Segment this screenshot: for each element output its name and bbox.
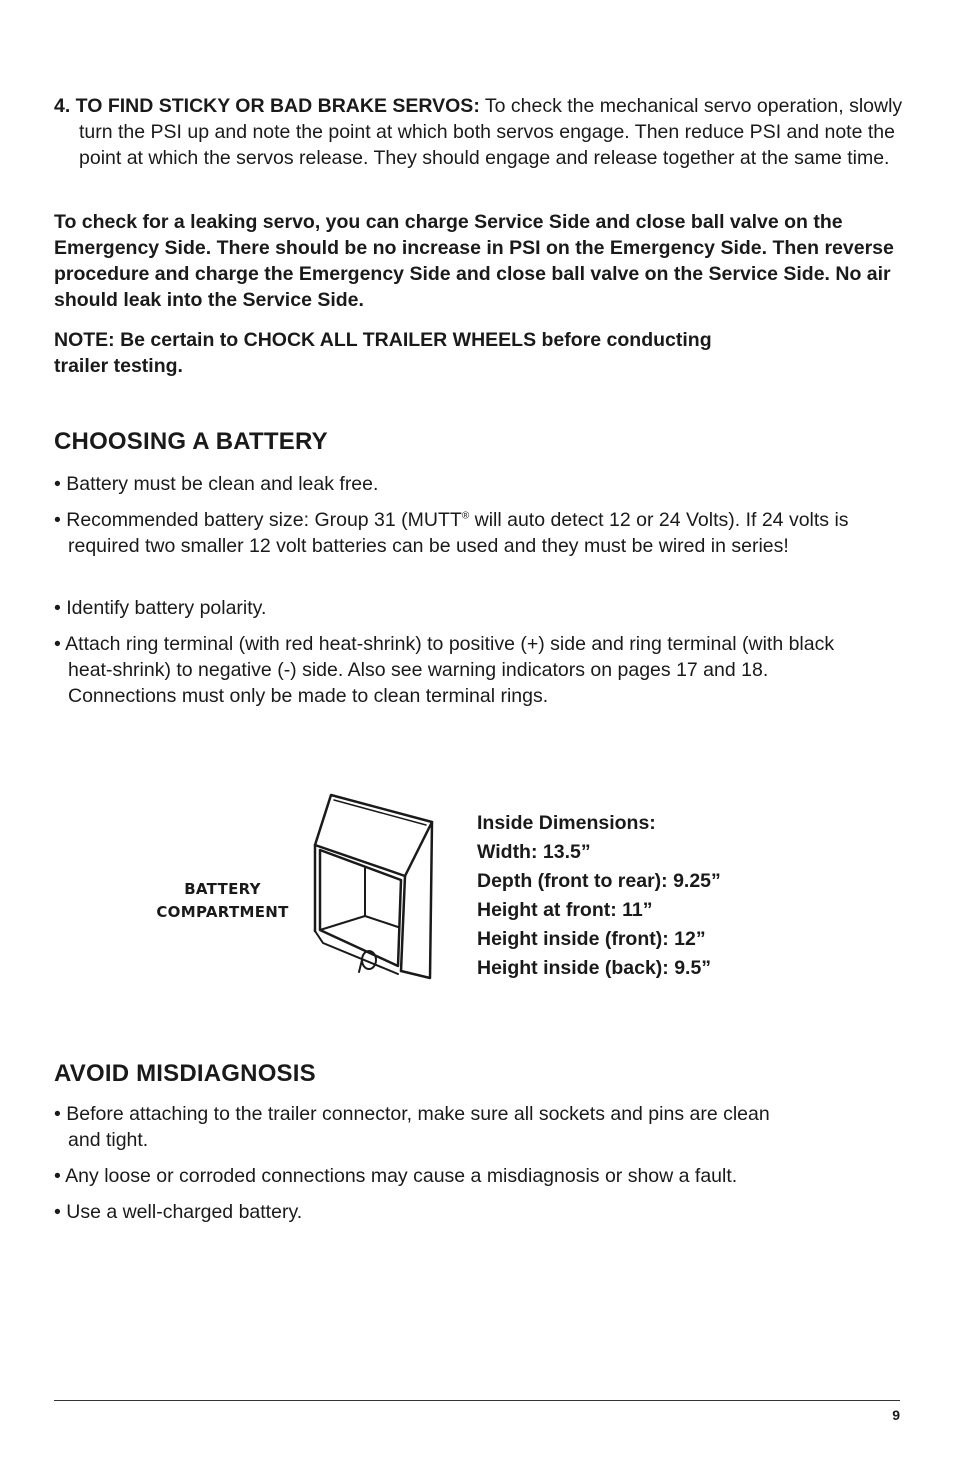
chock-note xyxy=(54,327,904,379)
battery-bullet-terminals: • Attach ring terminal (with red heat-shrink) to positive (+) side and ring terminal (with black heat-shrink) to negative (-) side. Also see warning indicators on pages 17 and 18. Connections must only be made to clean terminal rings. xyxy=(54,633,835,707)
compartment-side-right xyxy=(401,822,432,978)
compartment-lid xyxy=(315,795,432,876)
footer-rule xyxy=(54,1400,900,1401)
label-line-2: COMPARTMENT xyxy=(156,903,289,921)
servo-body: To check the mechanical servo operation, slowly turn the PSI up and note the point at which both servos engage. Then reduce PSI and note the point at which the servos release. They should engage and release together at the same time. xyxy=(79,95,903,169)
battery-compartment-label xyxy=(150,878,295,924)
registered-mark: ® xyxy=(461,510,470,522)
servo-check-paragraph xyxy=(54,93,929,171)
dims-height-inside-back: Height inside (back): 9.5” xyxy=(477,957,712,979)
dims-height-front: Height at front: 11” xyxy=(477,899,653,921)
note-line-2: trailer testing. xyxy=(54,355,183,377)
battery-bullet-clean: • Battery must be clean and leak free. xyxy=(54,473,379,495)
battery-compartment-illustration xyxy=(305,788,440,993)
avoid-misdiagnosis-heading: AVOID MISDIAGNOSIS xyxy=(54,1060,316,1087)
dims-title: Inside Dimensions: xyxy=(477,812,656,834)
misdiagnosis-bullet-connections: • Any loose or corroded connections may cause a misdiagnosis or show a fault. xyxy=(54,1165,738,1187)
note-line-1: NOTE: Be certain to CHOCK ALL TRAILER WHEELS before conducting xyxy=(54,329,712,351)
compartment-opening xyxy=(320,850,401,966)
battery-size-text-cont: will auto detect 12 or 24 Volts). If 24 volts is required two smaller 12 volt batteries can be used and they must be wired in series! xyxy=(68,509,849,557)
misdiagnosis-bullet-sockets: • Before attaching to the trailer connector, make sure all sockets and pins are clean and tight. xyxy=(54,1103,770,1151)
compartment-base xyxy=(315,931,398,974)
label-line-1: BATTERY xyxy=(184,880,261,898)
dims-height-inside-front: Height inside (front): 12” xyxy=(477,928,706,950)
misdiagnosis-bullet-battery: • Use a well-charged battery. xyxy=(54,1201,303,1223)
compartment-inner-floor xyxy=(320,916,365,930)
servo-heading: 4. TO FIND STICKY OR BAD BRAKE SERVOS: xyxy=(54,95,480,117)
dims-width: Width: 13.5” xyxy=(477,841,591,863)
battery-bullet-size xyxy=(54,507,868,559)
battery-bullet-polarity: • Identify battery polarity. xyxy=(54,597,267,619)
dims-depth: Depth (front to rear): 9.25” xyxy=(477,870,721,892)
choosing-battery-heading: CHOOSING A BATTERY xyxy=(54,428,328,455)
battery-size-text: • Recommended battery size: Group 31 (MUTT xyxy=(54,509,462,531)
leak-check-paragraph: To check for a leaking servo, you can charge Service Side and close ball valve on the Emergency Side. There should be no increase in PSI on the Emergency Side. Then reverse procedure and charge the Emergency Side and close ball valve on the Service Side. No air should leak into the Service Side. xyxy=(54,211,894,311)
page-number: 9 xyxy=(892,1407,900,1423)
inside-dimensions-list xyxy=(477,809,721,983)
compartment-lid-inner xyxy=(334,800,426,825)
